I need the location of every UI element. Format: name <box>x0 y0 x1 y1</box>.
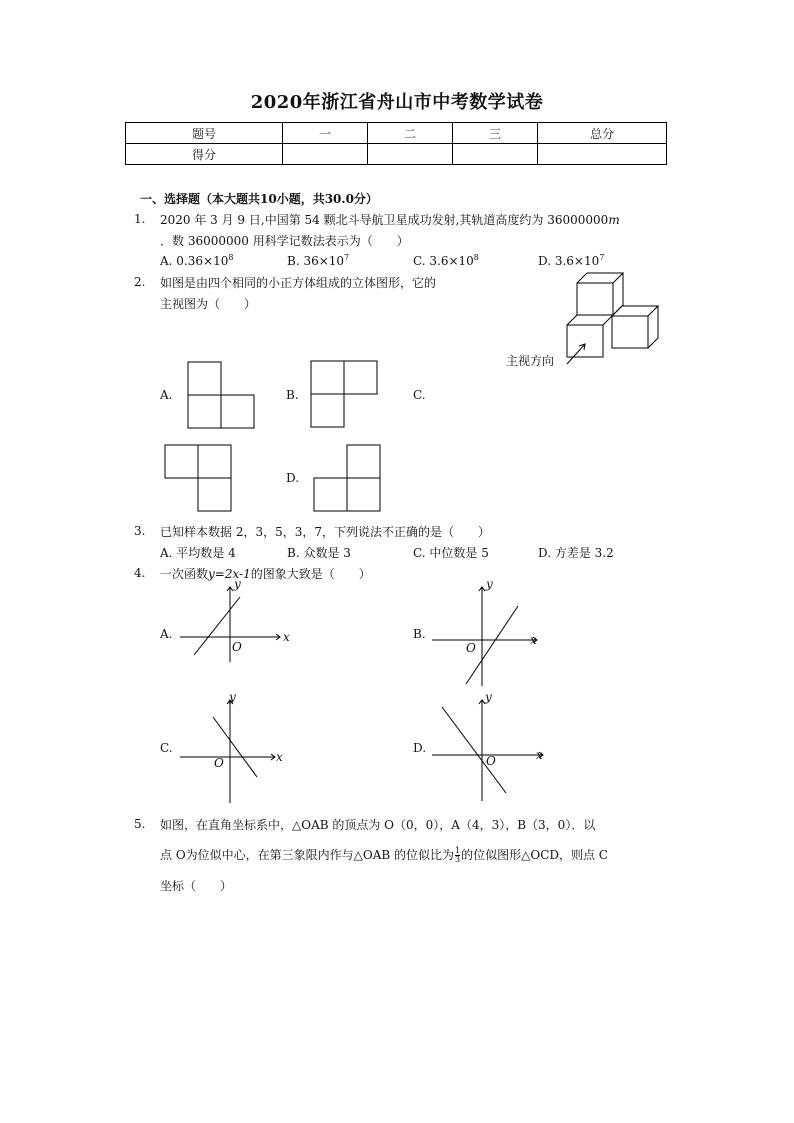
origin-label: O <box>232 640 242 654</box>
table-cell: 三 <box>453 123 538 144</box>
option-label: C. 3.6×10 <box>413 254 474 268</box>
option-label: A. 0.36×10 <box>160 254 229 268</box>
option-d[interactable]: D. <box>286 471 300 485</box>
direction-label: 主视方向 <box>506 354 555 368</box>
question-number: 4. <box>134 566 146 580</box>
q4-suffix: 的图象大致是（ ） <box>250 567 371 581</box>
table-cell: 一 <box>283 123 368 144</box>
option-label: D. 3.6×10 <box>538 254 600 268</box>
question-text: 如图，在直角坐标系中，△OAB 的顶点为 O（0，0），A（4，3），B（3，0）．以 <box>160 818 596 832</box>
table-cell <box>538 144 667 165</box>
option-exp: 7 <box>599 253 605 262</box>
question-text: 主视图为（ ） <box>160 297 257 311</box>
option-c[interactable]: C. <box>160 741 173 755</box>
table-cell <box>368 144 453 165</box>
origin-label: O <box>486 754 496 768</box>
question-text <box>160 211 620 228</box>
option-c[interactable]: C. <box>413 388 426 402</box>
question-number: 5. <box>134 817 146 831</box>
question-number: 1. <box>134 212 146 226</box>
question-text: 已知样本数据 2，3，5，3，7，下列说法不正确的是（ ） <box>160 525 490 539</box>
graph-c <box>180 695 290 805</box>
option-c[interactable] <box>413 253 479 268</box>
option-exp: 8 <box>473 253 479 262</box>
fraction-numerator: 1 <box>455 846 461 855</box>
q1-line1: 2020 年 3 月 9 日,中国第 54 颗北斗导航卫星成功发射,其轨道高度约为 36000000 <box>160 213 609 227</box>
section-heading: 一、选择题（本大题共10小题，共30.0分） <box>140 192 378 206</box>
option-b[interactable]: B. 众数是 3 <box>287 546 351 560</box>
axis-y-label: y <box>485 690 492 704</box>
question-number: 2. <box>134 275 146 289</box>
axis-x-label: x <box>283 630 290 644</box>
option-d[interactable] <box>538 253 604 268</box>
table-cell: 得分 <box>126 144 283 165</box>
option-exp: 8 <box>228 253 234 262</box>
question-text: ．数 36000000 用科学记数法表示为（ ） <box>160 234 409 248</box>
table-cell: 题号 <box>126 123 283 144</box>
question-text: 坐标（ ） <box>160 879 233 893</box>
q1-unit: m <box>608 213 620 227</box>
axis-y-label: y <box>486 577 493 591</box>
option-a[interactable] <box>160 253 233 268</box>
question-text <box>160 565 371 582</box>
option-d[interactable]: D. <box>413 741 427 755</box>
axis-y-label: y <box>234 577 241 591</box>
table-row <box>126 123 667 144</box>
q5-line2a: 点 O为位似中心，在第三象限内作与△OAB 的位似比为 <box>160 848 455 862</box>
axis-x-label: x <box>276 750 283 764</box>
option-b[interactable] <box>287 253 349 268</box>
q5-line2b: 的位似图形△OCD，则点 C <box>461 848 608 862</box>
page-title: 2020年浙江省舟山市中考数学试卷 <box>250 92 544 113</box>
axis-y-label: y <box>229 690 236 704</box>
option-a-figure <box>188 362 258 432</box>
score-table <box>125 122 667 165</box>
option-c[interactable]: C. 中位数是 5 <box>413 546 489 560</box>
question-number: 3. <box>134 524 146 538</box>
table-cell: 二 <box>368 123 453 144</box>
option-label: B. 36×10 <box>287 254 345 268</box>
option-a[interactable]: A. <box>160 627 173 641</box>
option-c-figure <box>165 445 235 515</box>
table-cell: 总分 <box>538 123 667 144</box>
option-b[interactable]: B. <box>413 627 426 641</box>
graph-d <box>432 695 547 805</box>
origin-label: O <box>214 756 224 770</box>
origin-label: O <box>466 641 476 655</box>
q4-prefix: 一次函数 <box>160 567 209 581</box>
option-b[interactable]: B. <box>286 388 299 402</box>
table-cell <box>453 144 538 165</box>
table-cell <box>283 144 368 165</box>
option-a[interactable]: A. <box>160 388 173 402</box>
q4-func: y=2x-1 <box>208 567 251 581</box>
option-d[interactable]: D. 方差是 3.2 <box>538 546 614 560</box>
table-row <box>126 144 667 165</box>
option-a[interactable]: A. 平均数是 4 <box>160 546 236 560</box>
question-text: 如图是由四个相同的小正方体组成的立体图形，它的 <box>160 276 437 290</box>
option-d-figure <box>314 445 384 515</box>
question-text <box>160 846 608 864</box>
option-b-figure <box>311 361 381 431</box>
fraction <box>455 847 460 864</box>
axis-x-label: x <box>530 633 537 647</box>
axis-x-label: x <box>536 748 543 762</box>
graph-b <box>432 582 542 692</box>
fraction-denominator: 3 <box>455 855 461 864</box>
option-exp: 7 <box>344 253 350 262</box>
